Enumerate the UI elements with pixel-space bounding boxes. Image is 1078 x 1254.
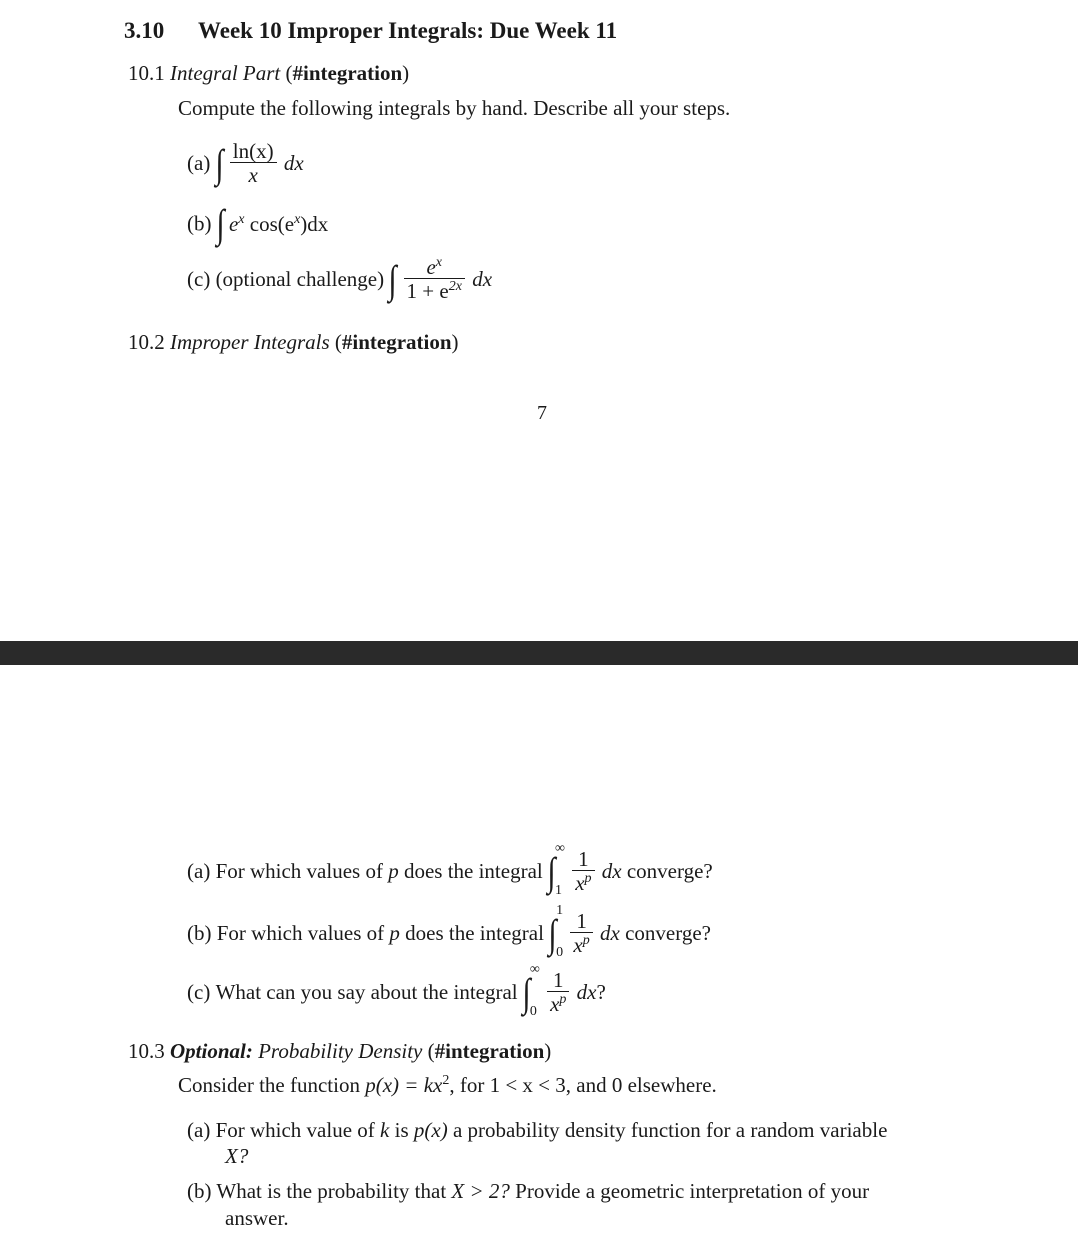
base-e: e <box>228 211 239 236</box>
question-post: converge? <box>625 921 711 946</box>
integral-sign-icon: ∫ <box>547 848 556 894</box>
tag-close: ) <box>544 1039 552 1063</box>
density-intro <box>178 1073 717 1098</box>
denominator: x <box>230 162 277 187</box>
item-label: (c) <box>187 980 211 1005</box>
differential: )dx <box>300 211 329 236</box>
fraction <box>570 910 592 957</box>
optional-prefix: (optional challenge) <box>215 267 385 292</box>
density-function: p(x) <box>413 1118 448 1142</box>
subsection-10-3-heading <box>128 1039 551 1064</box>
tag: #integration <box>341 330 452 354</box>
denominator-base: x <box>573 933 583 958</box>
tag: #integration <box>292 61 403 85</box>
improper-item-c <box>187 961 606 1019</box>
integral-item-b <box>187 201 329 246</box>
tag-open: ( <box>427 1039 435 1063</box>
denominator <box>404 278 465 303</box>
lower-limit: 1 <box>554 882 562 898</box>
differential: dx <box>599 921 620 946</box>
density-item-a-line2: X? <box>225 1144 249 1168</box>
section-number: 3.10 <box>124 18 165 43</box>
instruction-text: Compute the following integrals by hand. Describe all your steps. <box>178 96 731 120</box>
variable: p <box>389 921 400 946</box>
improper-item-a <box>187 840 713 898</box>
subsection-10-1-heading <box>128 61 409 86</box>
condition: X > 2? <box>451 1179 510 1203</box>
integral-limits <box>529 961 540 1019</box>
density-item-a <box>187 1118 887 1143</box>
subsection-title: Probability Density <box>258 1039 423 1063</box>
question-post: ? <box>596 980 606 1005</box>
optional-lead: Optional: <box>170 1039 253 1063</box>
integral-limits <box>556 902 564 960</box>
question-text: a probability density function for a random variable <box>452 1118 888 1142</box>
subsection-title: Improper Integrals <box>170 330 330 354</box>
subsection-number: 10.1 <box>128 61 165 85</box>
denominator-base: x <box>550 992 560 1017</box>
denominator <box>572 870 594 895</box>
question-pre: For which values of <box>216 921 385 946</box>
section-title: Week 10 Improper Integrals: Due Week 11 <box>198 18 618 43</box>
exponent: p <box>559 992 567 1008</box>
exponent: p <box>584 871 592 887</box>
density-function: p(x) = kx <box>365 1073 443 1097</box>
base-e: e <box>426 255 436 279</box>
integral-sign-icon: ∫ <box>522 969 531 1015</box>
denominator <box>547 991 569 1016</box>
fraction <box>547 969 569 1016</box>
denominator-base: x <box>575 871 585 896</box>
question-text: What is the probability that <box>216 1179 447 1203</box>
upper-limit: 1 <box>556 902 564 918</box>
integral-sign-icon: ∫ <box>216 201 225 246</box>
question-pre: What can you say about the integral <box>215 980 518 1005</box>
exponent: x <box>294 211 301 227</box>
exponent: 2x <box>448 279 462 295</box>
numerator: 1 <box>576 909 587 933</box>
question-post: converge? <box>626 859 713 884</box>
lower-limit: 0 <box>556 944 564 960</box>
density-item-b <box>187 1179 869 1204</box>
question-mid: does the integral <box>405 921 544 946</box>
item-label: (c) <box>187 267 211 292</box>
differential: dx <box>601 859 622 884</box>
exponent: 2 <box>442 1073 450 1088</box>
fraction <box>404 256 465 303</box>
lower-limit: 0 <box>529 1003 537 1019</box>
tag-close: ) <box>402 61 410 85</box>
integral-sign-icon: ∫ <box>388 256 397 302</box>
numerator <box>404 256 465 278</box>
cos-part: cos(e <box>244 211 295 236</box>
question-mid: does the integral <box>403 859 543 884</box>
differential: dx <box>472 267 493 292</box>
item-label: (a) <box>187 859 211 884</box>
integral-limits <box>554 840 565 898</box>
question-text: is <box>394 1118 409 1142</box>
exponent: p <box>582 933 590 949</box>
item-label: (a) <box>187 1118 211 1142</box>
intro-pre: Consider the function <box>178 1073 366 1097</box>
exponent: x <box>435 255 443 270</box>
page-divider <box>0 641 1078 665</box>
subsection-10-2-heading <box>128 330 459 355</box>
upper-limit: ∞ <box>529 961 540 977</box>
page-number: 7 <box>537 402 547 424</box>
question-text: Provide a geometric interpretation of your <box>515 1179 870 1203</box>
denominator <box>570 932 592 957</box>
numerator: 1 <box>578 847 589 871</box>
variable: k <box>380 1118 390 1142</box>
density-item-b-line2: answer. <box>225 1206 289 1230</box>
fraction <box>572 848 594 895</box>
integral-sign-icon: ∫ <box>548 910 557 956</box>
integral-item-a <box>187 140 304 187</box>
item-label: (b) <box>187 1179 212 1203</box>
denominator-base: 1 + e <box>406 279 449 304</box>
fraction <box>230 140 277 187</box>
upper-limit: ∞ <box>554 840 565 856</box>
subsection-number: 10.2 <box>128 330 165 354</box>
tag-open: ( <box>334 330 342 354</box>
subsection-number: 10.3 <box>128 1039 165 1063</box>
tag-open: ( <box>285 61 293 85</box>
question-text: For which value of <box>215 1118 375 1142</box>
question-pre: For which values of <box>215 859 383 884</box>
integrand <box>229 212 328 236</box>
exponent: x <box>238 211 245 227</box>
item-label: (b) <box>187 921 212 946</box>
numerator: 1 <box>552 968 564 992</box>
numerator: ln(x) <box>232 139 274 163</box>
item-label: (b) <box>187 211 212 236</box>
integral-item-c <box>187 256 492 303</box>
subsection-title: Integral Part <box>170 61 281 85</box>
differential: dx <box>576 980 597 1005</box>
intro-domain: , for 1 < x < 3, and 0 elsewhere. <box>449 1073 717 1097</box>
improper-item-b <box>187 902 711 960</box>
tag: #integration <box>434 1039 545 1063</box>
integral-sign-icon: ∫ <box>214 140 224 186</box>
tag-close: ) <box>451 330 459 354</box>
variable: p <box>388 859 399 884</box>
differential: dx <box>283 151 304 176</box>
item-label: (a) <box>187 151 211 176</box>
